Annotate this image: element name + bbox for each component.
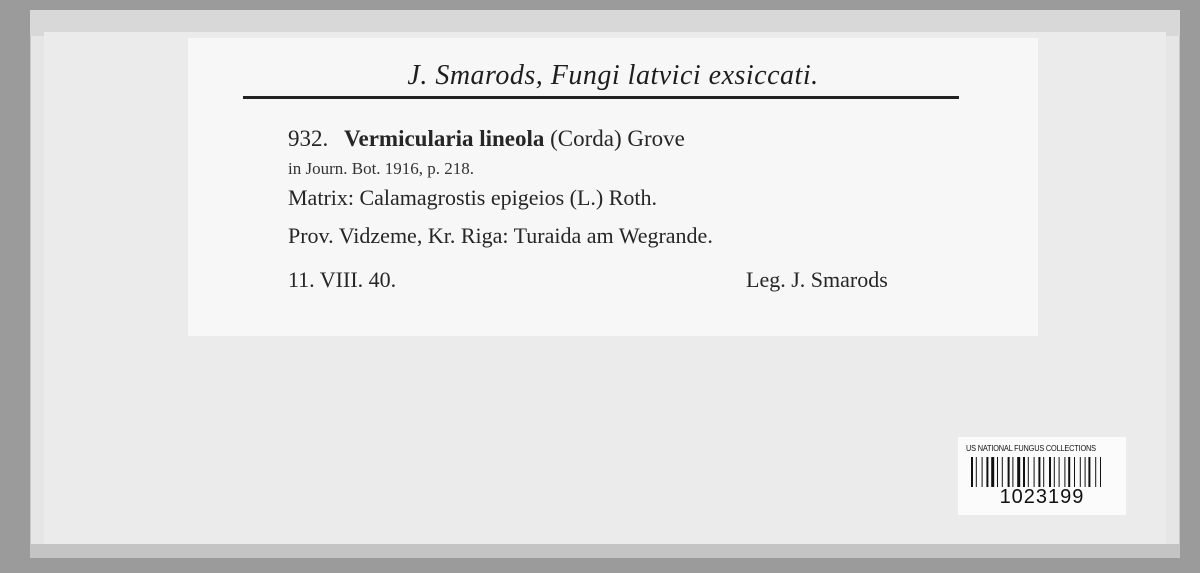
locality: Prov. Vidzeme, Kr. Riga: Turaida am Wegrande. [288,223,713,248]
catalog-number: 1023199 [999,486,1085,508]
sticker-header: US NATIONAL FUNGUS COLLECTIONS [966,444,1096,453]
publication-citation: in Journ. Bot. 1916, p. 218. [288,159,475,178]
host-matrix: Matrix: Calamagrostis epigeios (L.) Roth. [288,185,658,210]
taxon-name: Vermicularia lineola [344,126,545,151]
label-title: J. Smarods, Fungi latvici exsiccati. [407,60,819,91]
sheet-bottom-strip [30,544,1180,558]
collector: Leg. J. Smarods [746,267,888,292]
exsiccata-label [188,38,1038,336]
exsiccata-number: 932. [288,126,329,151]
collection-date: 11. VIII. 40. [288,267,397,292]
taxon-authority: (Corda) Grove [550,126,685,151]
barcode-icon [970,457,1116,487]
barcode-sticker [958,437,1126,515]
taxon-line [288,126,685,152]
title-rule [243,96,959,99]
